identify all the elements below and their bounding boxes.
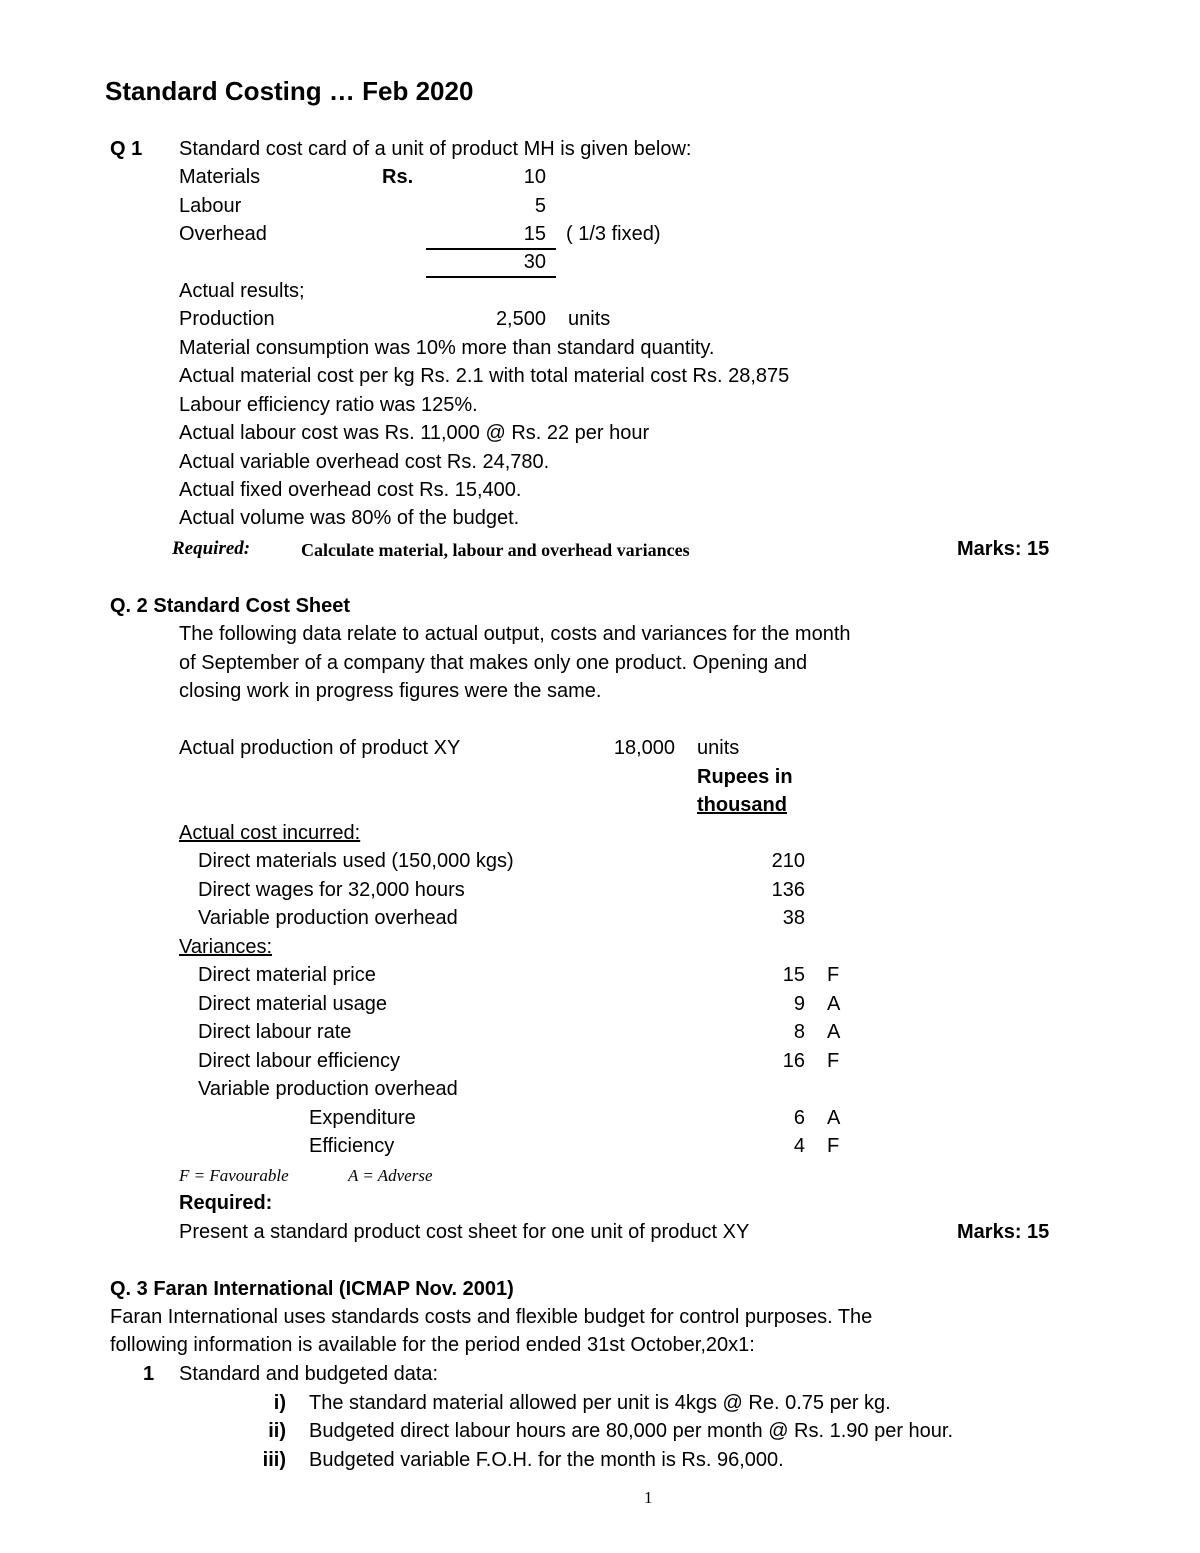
q2-production-label: Actual production of product XY: [179, 737, 461, 759]
q3-paragraph-line: following information is available for the period ended 31st October,20x1:: [110, 1334, 755, 1356]
q1-required-label: Required:: [172, 538, 251, 559]
q1-fact: Actual variable overhead cost Rs. 24,780.: [179, 451, 550, 473]
q2-column-header: Rupees in: [697, 766, 793, 788]
q1-card-value: 10: [523, 166, 546, 188]
q1-fact: Actual labour cost was Rs. 11,000 @ Rs. 22 per hour: [179, 422, 650, 444]
q1-fact: Actual material cost per kg Rs. 2.1 with total material cost Rs. 28,875: [179, 365, 790, 387]
q2-variance-label: Expenditure: [309, 1107, 416, 1129]
q2-variance-flag: F: [827, 964, 840, 986]
q2-legend-favourable: F = Favourable: [179, 1166, 289, 1185]
q2-variance-heading: Variances:: [179, 936, 273, 958]
q1-card-note: ( 1/3 fixed): [566, 223, 661, 245]
q2-legend-adverse: A = Adverse: [348, 1166, 433, 1185]
q2-paragraph-line: The following data relate to actual output, costs and variances for the month: [179, 623, 851, 645]
q2-variance-value: 4: [793, 1135, 805, 1157]
q3-subitem-number: i): [273, 1392, 286, 1414]
q2-variance-flag: A: [827, 1021, 841, 1043]
q2-required-label: Required:: [179, 1192, 273, 1214]
q1-total: 30: [523, 251, 546, 273]
q2-variance-label: Efficiency: [309, 1135, 395, 1157]
q1-fact: Actual volume was 80% of the budget.: [179, 507, 520, 529]
q2-variance-label: Direct labour efficiency: [198, 1050, 400, 1072]
q2-production-value: 18,000: [613, 737, 675, 759]
q3-heading: Q. 3 Faran International (ICMAP Nov. 2001): [110, 1278, 514, 1300]
q1-fact: Material consumption was 10% more than standard quantity.: [179, 337, 715, 359]
q2-heading: Q. 2 Standard Cost Sheet: [110, 595, 351, 617]
q1-card-value: 5: [534, 195, 546, 217]
q3-paragraph-line: Faran International uses standards costs and flexible budget for control purposes. The: [110, 1306, 873, 1328]
q2-actual-heading: Actual cost incurred:: [179, 822, 361, 844]
q2-variance-label: Direct material usage: [198, 993, 387, 1015]
q1-card-item: Materials: [179, 166, 261, 188]
q1-card-item: Overhead: [179, 223, 267, 245]
q2-variance-label: Direct labour rate: [198, 1021, 352, 1043]
q3-subitem-text: Budgeted direct labour hours are 80,000 per month @ Rs. 1.90 per hour.: [309, 1420, 954, 1442]
q2-paragraph-line: of September of a company that makes only one product. Opening and: [179, 652, 808, 674]
q1-card-item: Labour: [179, 195, 242, 217]
q1-marks: Marks: 15: [957, 538, 1050, 560]
page-title: Standard Costing … Feb 2020: [105, 76, 474, 106]
q2-actual-row-value: 38: [782, 907, 805, 929]
q1-production-label: Production: [179, 308, 275, 330]
q2-variance-value: 8: [793, 1021, 805, 1043]
q2-actual-row-label: Direct materials used (150,000 kgs): [198, 850, 514, 872]
q2-variance-value: 6: [793, 1107, 805, 1129]
q1-fact: Labour efficiency ratio was 125%.: [179, 394, 478, 416]
q2-required-text: Present a standard product cost sheet for one unit of product XY: [179, 1221, 750, 1243]
q1-currency: Rs.: [382, 166, 414, 188]
q2-column-header: thousand: [697, 794, 787, 816]
q2-actual-row-label: Direct wages for 32,000 hours: [198, 879, 465, 901]
q2-variance-label: Direct material price: [198, 964, 376, 986]
q2-production-unit: units: [697, 737, 740, 759]
q2-actual-row-value: 210: [771, 850, 805, 872]
total-rule: [426, 276, 556, 278]
q3-item-number: 1: [143, 1363, 155, 1385]
q1-card-value: 15: [523, 223, 546, 245]
q1-production-unit: units: [568, 308, 611, 330]
q2-variance-flag: F: [827, 1050, 840, 1072]
q1-production-value: 2,500: [495, 308, 546, 330]
q2-variance-label: Variable production overhead: [198, 1078, 458, 1100]
q1-actual-heading: Actual results;: [179, 280, 305, 302]
q2-actual-row-label: Variable production overhead: [198, 907, 458, 929]
q2-variance-value: 15: [782, 964, 805, 986]
q1-label: Q 1: [110, 138, 143, 160]
q2-paragraph-line: closing work in progress figures were the same.: [179, 680, 602, 702]
q1-required-text: Calculate material, labour and overhead variances: [301, 540, 690, 560]
q2-variance-value: 9: [793, 993, 805, 1015]
q2-marks: Marks: 15: [957, 1221, 1050, 1243]
q3-subitem-number: iii): [262, 1449, 286, 1471]
q2-variance-flag: A: [827, 993, 841, 1015]
q3-subitem-number: ii): [268, 1420, 286, 1442]
page-number: 1: [644, 1488, 653, 1507]
q1-fact: Actual fixed overhead cost Rs. 15,400.: [179, 479, 522, 501]
q1-intro: Standard cost card of a unit of product MH is given below:: [179, 138, 692, 160]
q3-subitem-text: Budgeted variable F.O.H. for the month is Rs. 96,000.: [309, 1449, 784, 1471]
q3-subitem-text: The standard material allowed per unit is 4kgs @ Re. 0.75 per kg.: [309, 1392, 891, 1414]
q2-variance-flag: A: [827, 1107, 841, 1129]
q3-item-label: Standard and budgeted data:: [179, 1363, 439, 1385]
q2-variance-flag: F: [827, 1135, 840, 1157]
q2-variance-value: 16: [782, 1050, 805, 1072]
q2-actual-row-value: 136: [771, 879, 805, 901]
